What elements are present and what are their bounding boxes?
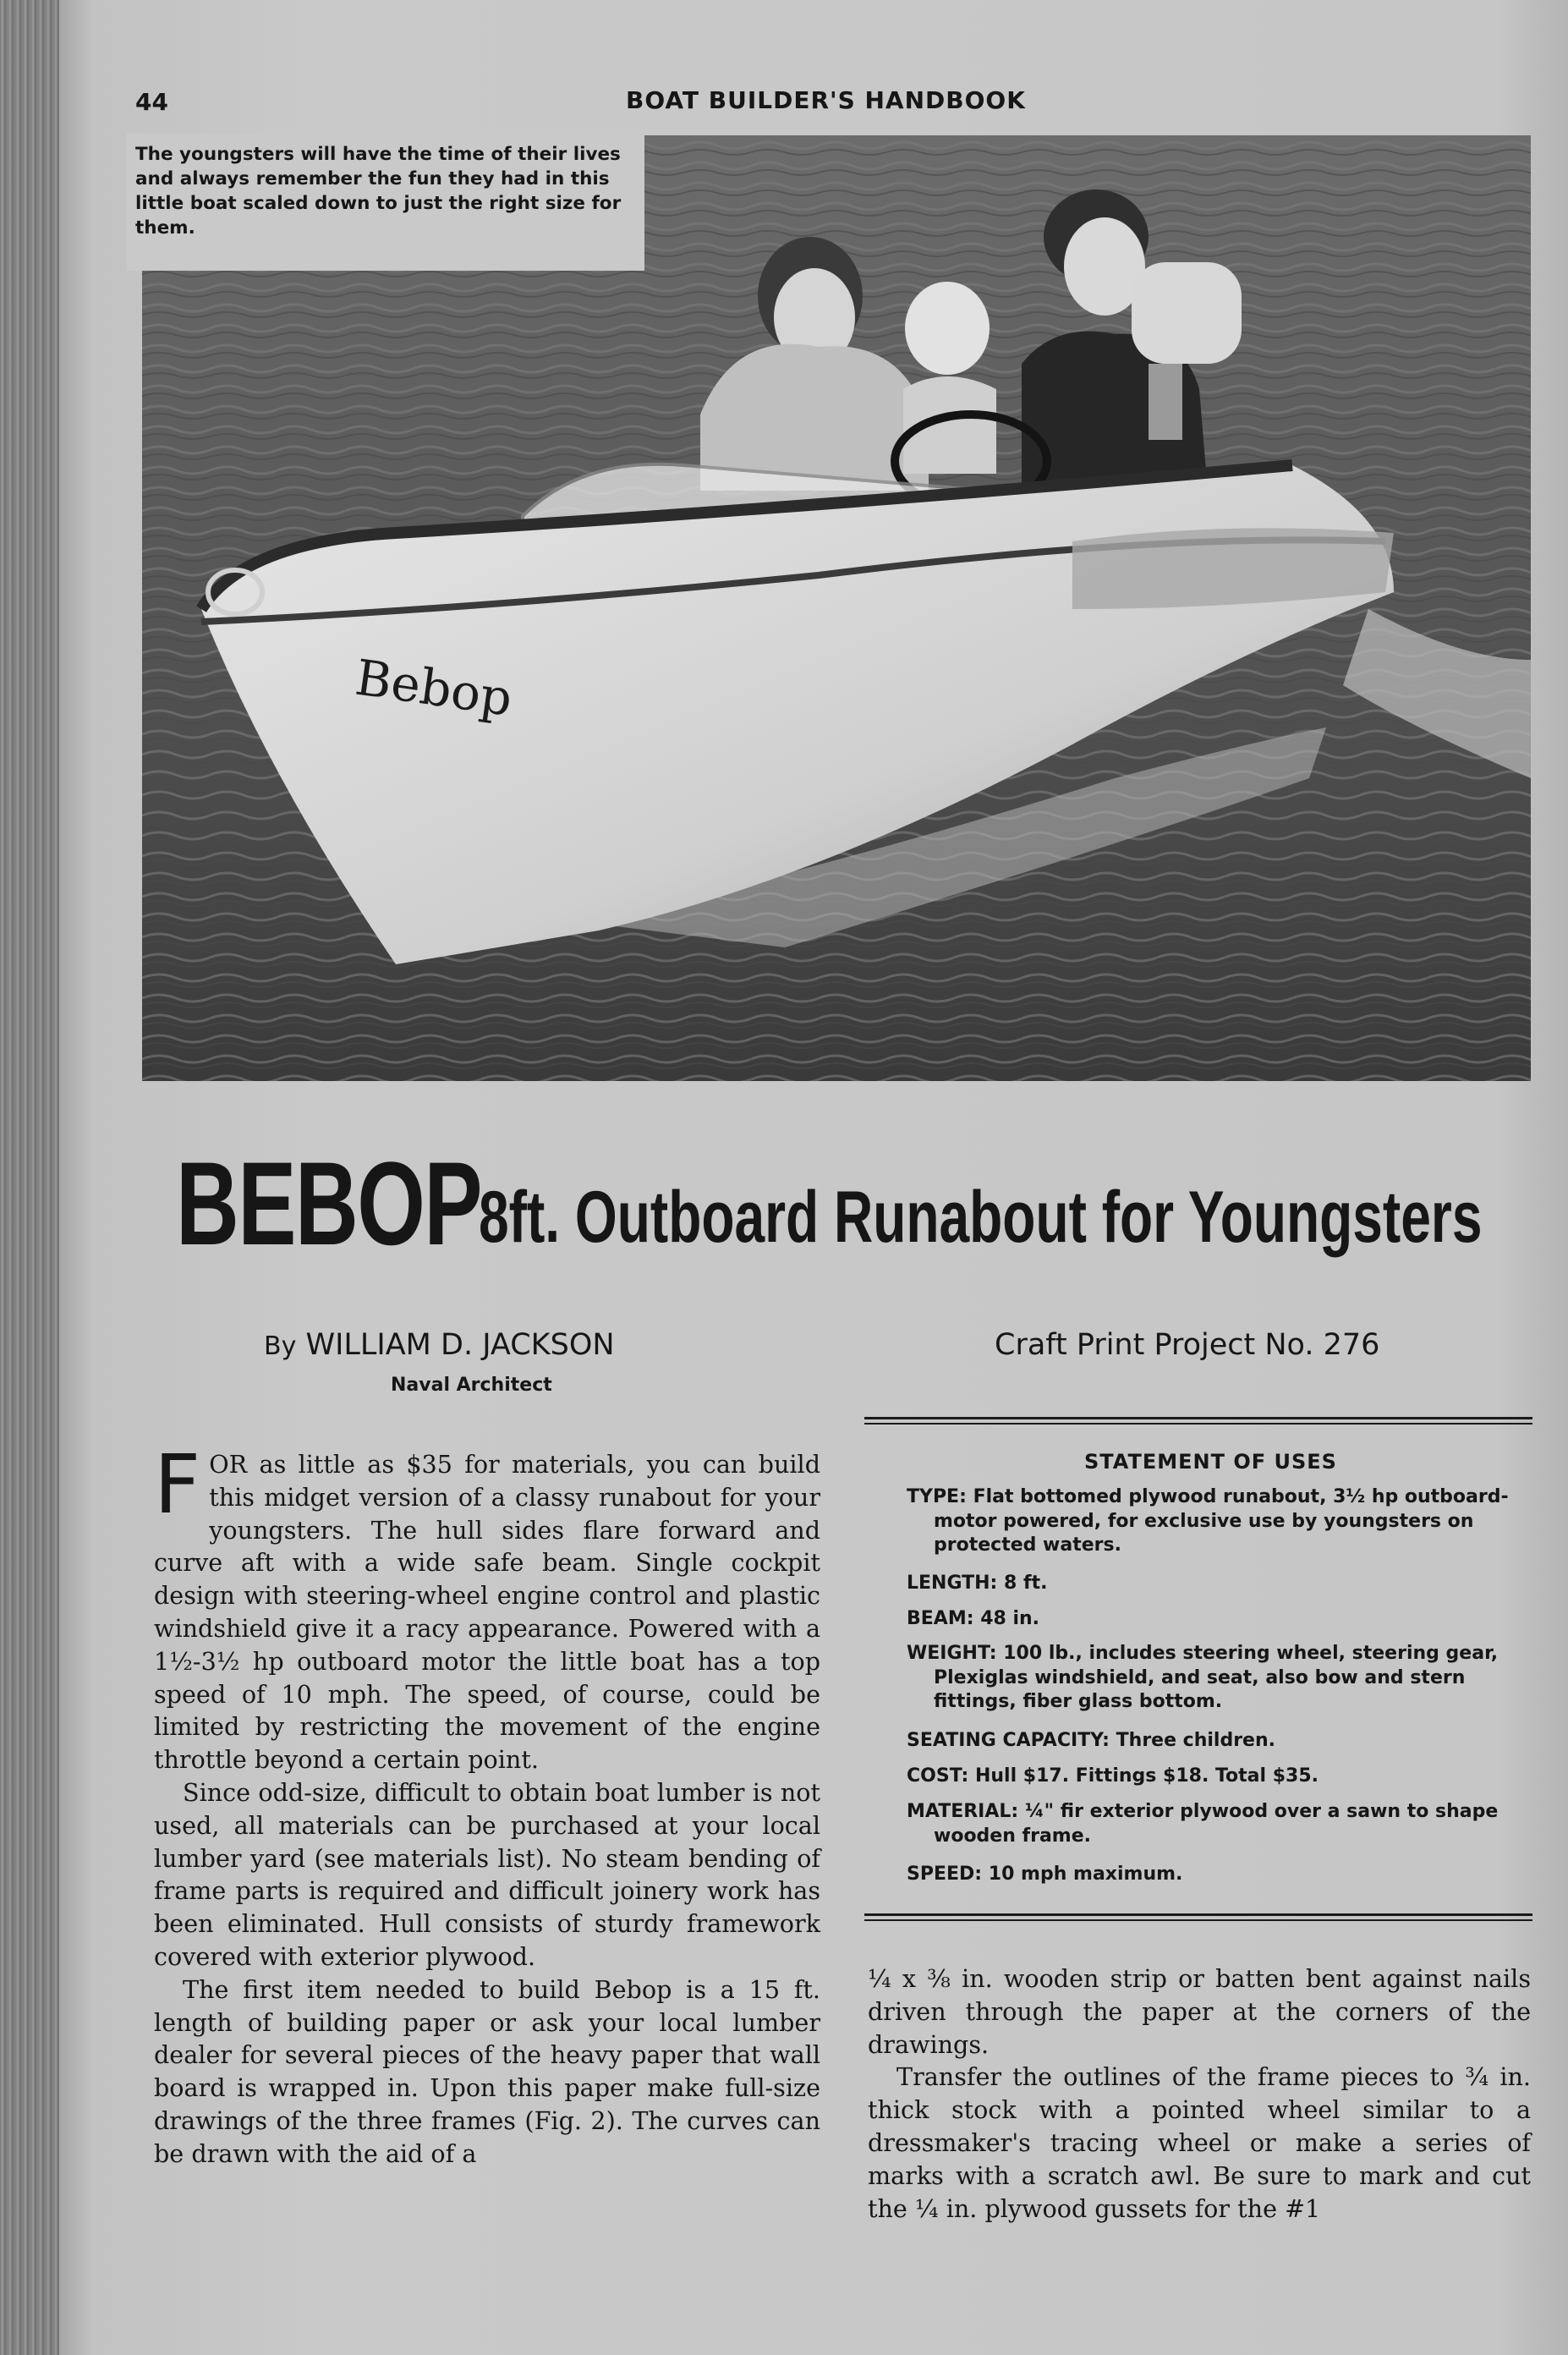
paragraph: Since odd-size, difficult to obtain boat lumber is not used, all materials can be purchased at your local lumber yard (see materials list). No steam bending of frame parts is required and difficult joinery work has been eliminated. Hull consists of sturdy framework covered with exterior plywood. xyxy=(154,1777,820,1971)
running-head: BOAT BUILDER'S HANDBOOK xyxy=(626,86,1026,114)
article-headline xyxy=(176,1135,1483,1272)
statement-heading: STATEMENT OF USES xyxy=(1084,1450,1337,1474)
author-name: WILLIAM D. JACKSON xyxy=(305,1328,615,1362)
photo-caption: The youngsters will have the time of their lives and always remember the fun they had in this little boat scaled down to just the right size for them. xyxy=(127,134,644,271)
headline-subtitle: 8ft. Outboard Runabout for Youngsters xyxy=(479,1177,1483,1258)
project-number: Craft Print Project No. 276 xyxy=(995,1328,1380,1362)
paragraph: The first item needed to build Bebop is a 15 ft. length of building paper or ask your local lumber dealer for several pieces of the heavy paper that wall board is wrapped in. Upon this paper make full-size drawings of the three frames (Fig. 2). The curves can be drawn with the aid of a xyxy=(154,1974,820,2168)
statement-item-length: LENGTH: 8 ft. xyxy=(907,1573,1048,1594)
author-title: Naval Architect xyxy=(391,1375,552,1396)
drop-cap: F xyxy=(154,1437,201,1532)
headline-boat-name: BEBOP xyxy=(176,1137,482,1270)
sidebar-rule-top xyxy=(864,1417,1532,1425)
boat-photo xyxy=(142,135,1531,1081)
hull-lettering: Bebop xyxy=(352,648,516,727)
page-number: 44 xyxy=(135,88,168,116)
paragraph: Transfer the outlines of the frame pieces to ¾ in. thick stock with a pointed wheel similar to a dressmaker's tracing wheel or make a series of marks with a scratch awl. Be sure to mark and cut the ¼ in. plywood gussets for the #1 xyxy=(868,2062,1531,2223)
paragraph: ¼ x ⅜ in. wooden strip or batten bent against nails driven through the paper at the corners of the drawings. xyxy=(868,1964,1531,2059)
statement-item-seating: SEATING CAPACITY: Three children. xyxy=(907,1730,1275,1751)
paragraph-text: OR as little as $35 for materials, you can build this midget version of a classy runabout for your youngsters. The hull sides flare forward and curve aft with a wide safe beam. Single cockpit design with steering-wheel engine control and plastic windshield give it a racy appearance. Powered with a 1½-3½ hp outboard motor the little boat has a top speed of 10 mph. The speed, of course, could be limited by restricting the movement of the engine throttle beyond a certain point. xyxy=(154,1450,820,1775)
statement-item-weight: WEIGHT: 100 lb., includes steering wheel, steering gear, Plexiglas windshield, and seat, also bow and stern fittings, fiber glass bottom. xyxy=(907,1643,1499,1712)
statement-item-material: MATERIAL: ¼" fir exterior plywood over a sawn to shape wooden frame. xyxy=(907,1801,1499,1847)
book-spine-edge xyxy=(0,0,59,2355)
byline xyxy=(264,1328,615,1362)
statement-item-beam: BEAM: 48 in. xyxy=(907,1608,1040,1629)
sidebar-rule-bottom xyxy=(864,1913,1532,1921)
article-column-left xyxy=(154,1437,820,2171)
statement-item-speed: SPEED: 10 mph maximum. xyxy=(907,1864,1183,1885)
statement-item-type: TYPE: Flat bottomed plywood runabout, 3½ hp outboard-motor powered, for exclusive use by youngsters on protected waters. xyxy=(907,1486,1509,1556)
byline-by: By xyxy=(264,1331,297,1361)
article-column-right xyxy=(868,1962,1531,2225)
statement-item-cost: COST: Hull $17. Fittings $18. Total $35. xyxy=(907,1765,1319,1787)
paragraph xyxy=(154,1437,820,1776)
